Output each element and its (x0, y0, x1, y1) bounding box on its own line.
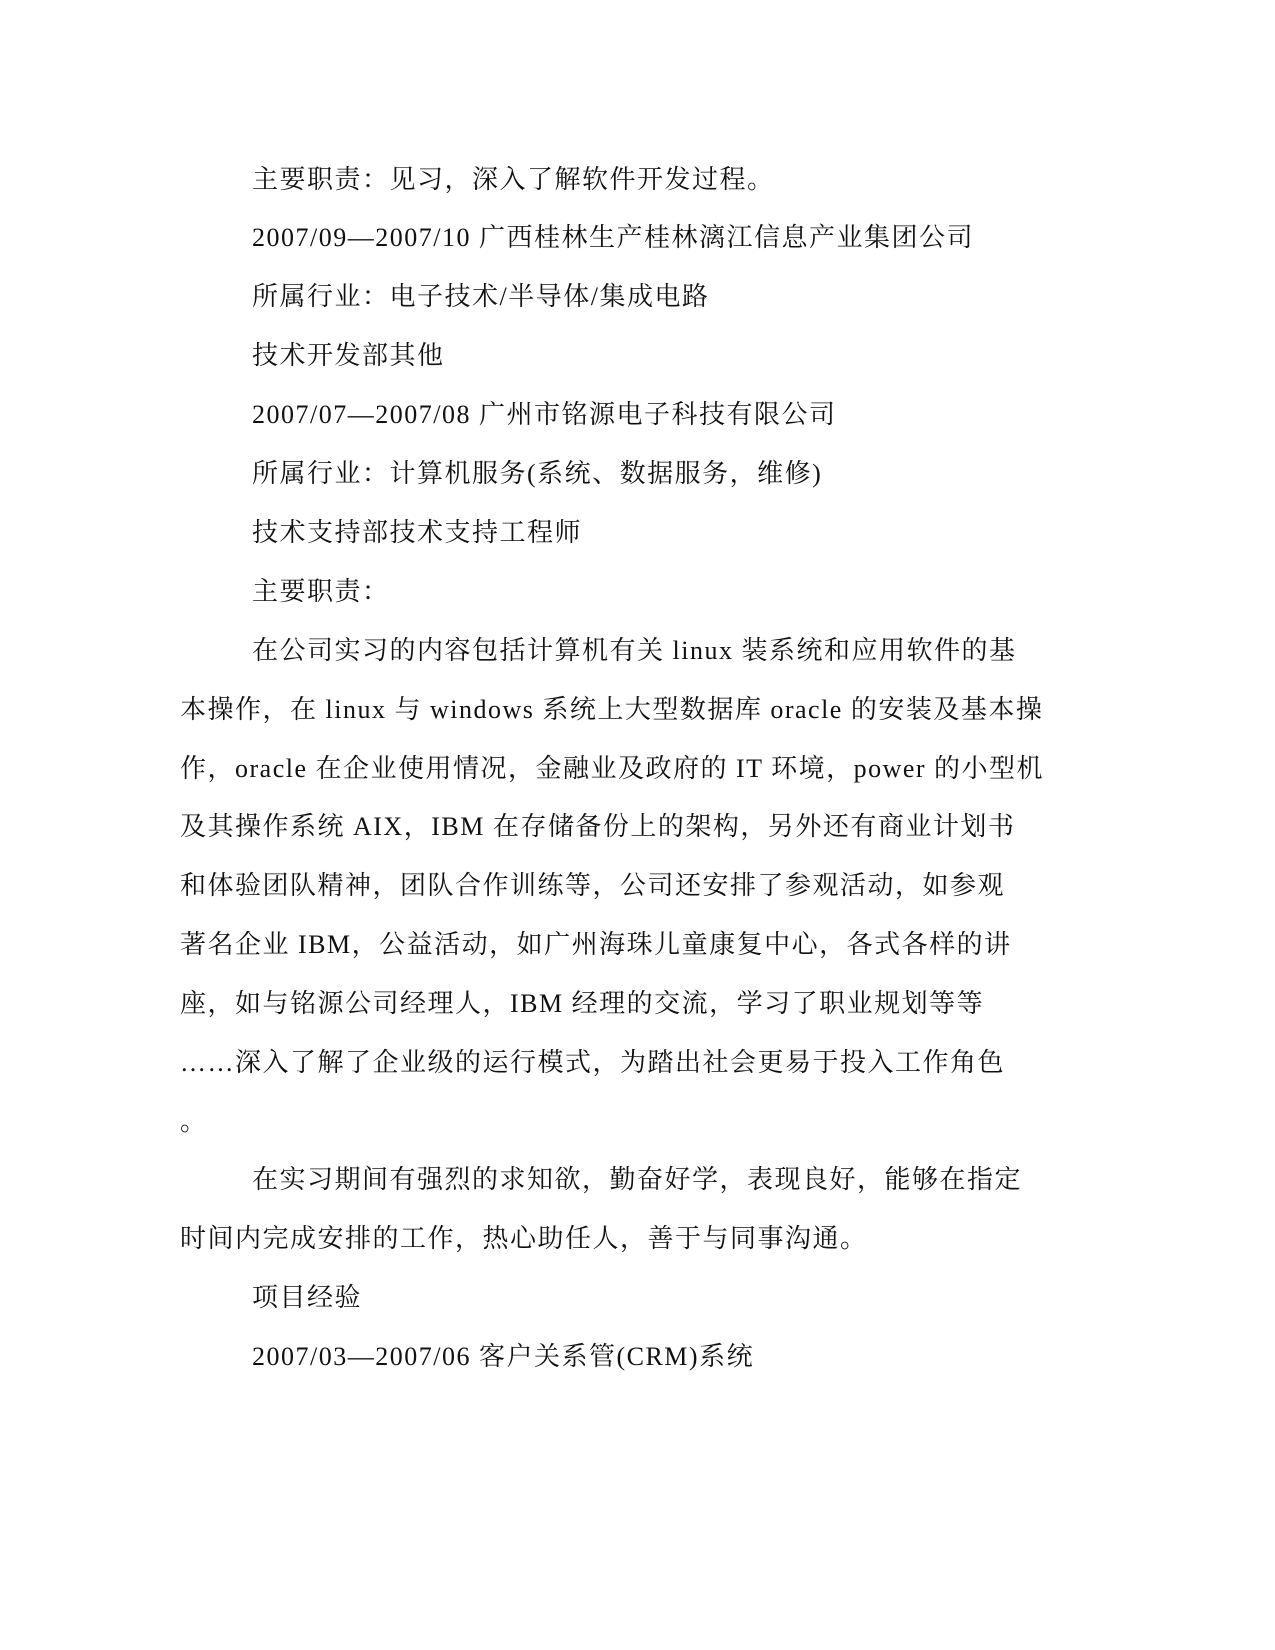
text-line: 技术开发部其他 (252, 341, 445, 370)
text-line: 作，oracle 在企业使用情况，金融业及政府的 IT 环境，power 的小型机 (180, 754, 1045, 783)
text-line: 2007/03—2007/06 客户关系管(CRM)系统 (252, 1342, 755, 1371)
text-line: 及其操作系统 AIX，IBM 在存储备份上的架构，另外还有商业计划书 (180, 812, 1016, 841)
text-line: ……深入了解了企业级的运行模式，为踏出社会更易于投入工作角色 (180, 1048, 1006, 1077)
text-line: 技术支持部技术支持工程师 (252, 518, 583, 547)
text-line: 时间内完成安排的工作，热心助任人，善于与同事沟通。 (180, 1224, 868, 1253)
text-line: 所属行业：电子技术/半导体/集成电路 (252, 282, 710, 311)
text-line: 。 (180, 1107, 208, 1136)
text-line: 在公司实习的内容包括计算机有关 linux 装系统和应用软件的基 (252, 636, 1017, 665)
text-line: 主要职责：见习，深入了解软件开发过程。 (252, 165, 775, 194)
text-line: 本操作，在 linux 与 windows 系统上大型数据库 oracle 的安装及基本操 (180, 695, 1044, 724)
text-line: 和体验团队精神，团队合作训练等，公司还安排了参观活动，如参观 (180, 871, 1006, 900)
text-line: 2007/07—2007/08 广州市铭源电子科技有限公司 (252, 400, 837, 429)
text-line: 主要职责： (252, 577, 390, 606)
text-line: 在实习期间有强烈的求知欲，勤奋好学，表现良好，能够在指定 (252, 1165, 1023, 1194)
text-line: 2007/09—2007/10 广西桂林生产桂林漓江信息产业集团公司 (252, 223, 974, 252)
text-line: 座，如与铭源公司经理人，IBM 经理的交流，学习了职业规划等等 (180, 989, 985, 1018)
text-line: 所属行业：计算机服务(系统、数据服务，维修) (252, 459, 823, 488)
section-heading: 项目经验 (252, 1283, 363, 1312)
text-line: 著名企业 IBM，公益活动，如广州海珠儿童康复中心，各式各样的讲 (180, 930, 1012, 959)
